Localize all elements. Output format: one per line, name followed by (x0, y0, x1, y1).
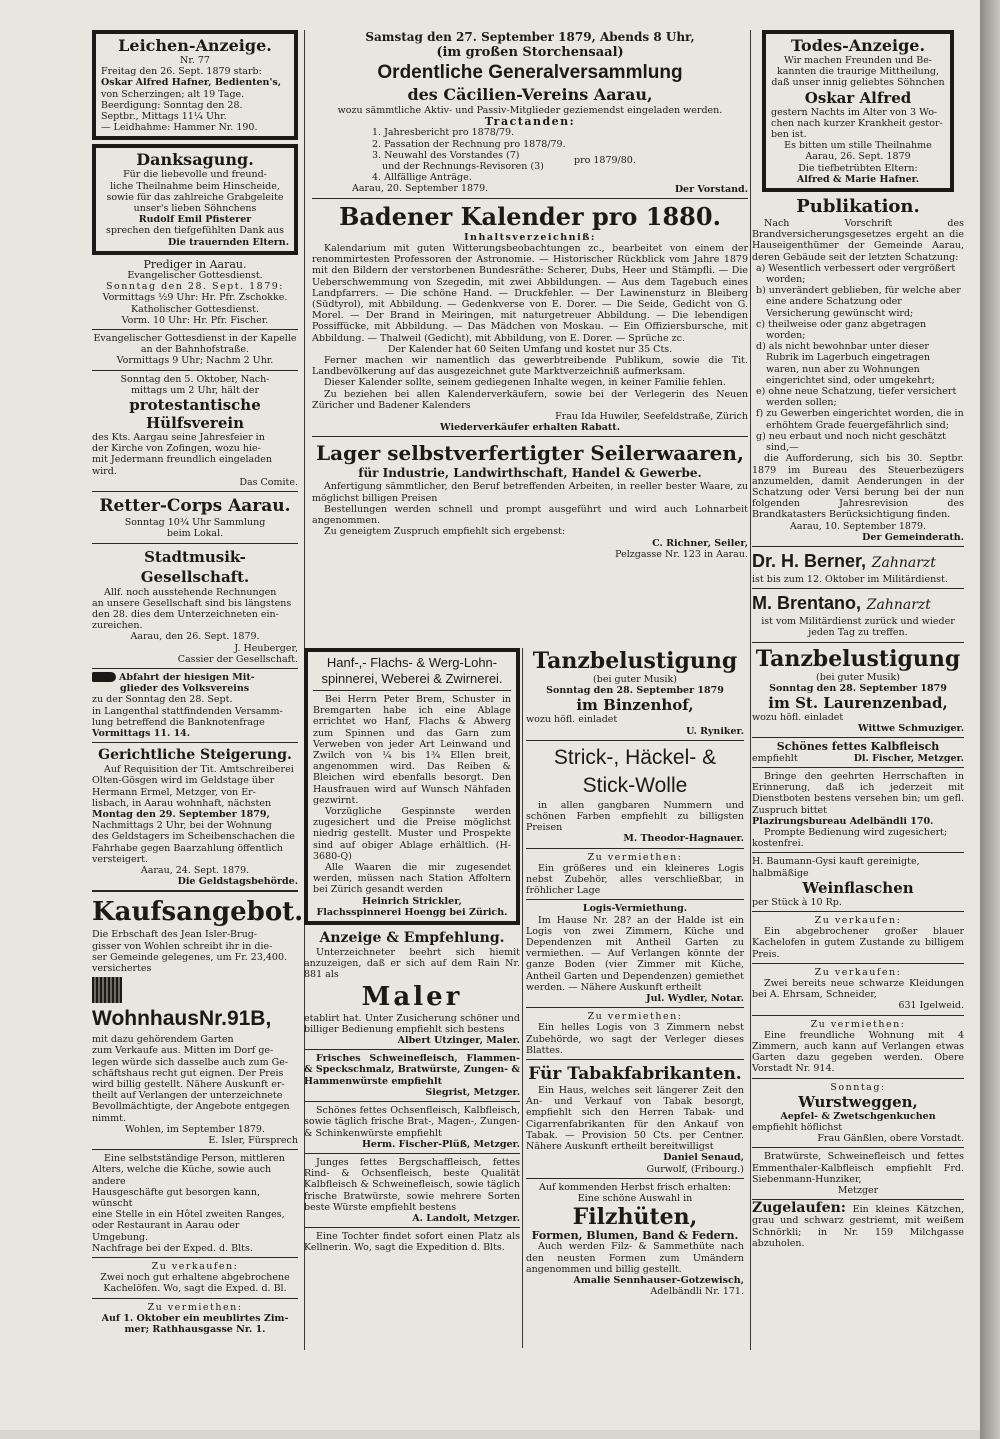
kauf-line: ser Gemeinde gelegenes, um Fr. 23,400. (92, 951, 288, 963)
todes-line: daß unser innig geliebtes Söhnchen (771, 77, 945, 89)
gv-item: 3. Neuwahl des Vorstandes (7) (372, 149, 520, 161)
bratwuerste (752, 1151, 964, 1196)
gv-item: 1. Jahresbericht pro 1878/79. (372, 127, 515, 139)
kauf-signature: E. Isler, Fürsprech (208, 1135, 298, 1147)
seil-title: Lager selbstverfertigter Seilerwaaren, (316, 441, 744, 466)
todes-signature: Alfred & Marie Hafner. (796, 173, 920, 185)
gv-line: des Cäcilien-Vereins Aarau, (407, 85, 653, 104)
gv-date: Aarau, 20. September 1879. (352, 183, 489, 195)
brentano-role: Zahnarzt (866, 597, 931, 614)
todes-anzeige (762, 30, 954, 192)
fleisch-paragraph: Junges fettes Bergschaffleisch, fettes Rind- & Ochsenfleisch, beste Qualität Kalbfleisch & Schweinefleisch, sowie täglich frische Bratwürste, sowie mehrere Sorten beste Würste empfiehlt bestens (304, 1156, 520, 1213)
dank-line: sprechen den tiefgefühlten Dank aus (105, 225, 285, 237)
seil-signature: Pelzgasse Nr. 123 in Aarau. (615, 548, 748, 560)
leichen-nr: Nr. 77 (180, 55, 210, 66)
verm-title: Zu vermiethen: (147, 1301, 243, 1313)
kal-paragraph: Ferner machen wir namentlich das gewerbtreibende Publikum, sowie die Tit. Landbevölkerung auf das ausgezeichnet gute Marktverzeichniß aufmerksam. (312, 355, 748, 378)
prediger-line: an der Bahnhofstraße. (140, 344, 250, 356)
verk-title: Zu verkaufen: (151, 1261, 239, 1273)
kal-subtitle: Inhaltsverzeichniß: (464, 231, 596, 243)
kauf-line: zum Verkaufe aus. Mitten im Dorf ge- (92, 1045, 274, 1057)
berner-name: Dr. H. Berner, (752, 550, 867, 571)
kauf-headline: WohnhausNr.91B, (92, 1007, 272, 1031)
strick-signature: M. Theodor-Hagnauer. (623, 833, 744, 845)
verm1-paragraph: Ein größeres und ein kleineres Logis nebst Zubehör, alles verschließbar, in fröhlicher Lage (526, 862, 744, 897)
abfahrt-line: Vormittags 11. 14. (92, 727, 191, 739)
verk3-title: Zu verkaufen: (814, 914, 902, 926)
hanf-signature: Heinrich Strickler, (362, 895, 462, 907)
house-icon (92, 977, 122, 1003)
todes-title: Todes-Anzeige. (790, 36, 926, 55)
fleisch-paragraph: Frisches Schweinefleisch, Flammen- & Speckschmalz, Bratwürste, Zungen- & Hammenwürste empfiehlt (304, 1053, 520, 1087)
abfahrt-line: lung betreffend die Banknotenfrage (92, 716, 265, 728)
brat-paragraph: Bratwürste, Schweinefleisch und fettes Emmenthaler-Kalbfleisch empfiehlt Frd. Siebenmann-Hunziker, (752, 1151, 964, 1185)
column-middle (312, 30, 748, 560)
wurst-day: Sonntag: (830, 1081, 886, 1093)
zug-paragraph: Ein kleines Kätzchen, grau und schwarz gestriemt, mit weißem Schnörkli; in Nr. 159 Milchgasse abzuholen. (752, 1204, 964, 1249)
gv-line: (im großen Storchensaal) (436, 45, 624, 60)
badener-kalender (312, 202, 748, 434)
verkaufen-kleidungen (752, 967, 964, 1012)
leichen-anzeige (92, 30, 298, 140)
kauf-line: theilt auf Verlangen der unterzeichnete (92, 1090, 283, 1102)
zahnarzt-brentano (752, 592, 964, 638)
todes-line: chen nach kurzer Krankheit gestor- (771, 117, 943, 129)
vermiethen-wohnung (752, 1019, 964, 1075)
publ-item: g) neu erbaut und noch nicht geschätzt sind,— (756, 430, 946, 454)
todes-line: kannten die traurige Mittheilung, (777, 66, 939, 78)
kauf-line: versichertes (92, 962, 152, 974)
stadtmusik-line: den 28. dies dem Unterzeichneten ein- (92, 608, 279, 620)
tanz3-signature: Wittwe Schmuziger. (857, 723, 964, 735)
retter-line: Sonntag 10¾ Uhr Sammlung (124, 517, 266, 529)
kal-paragraph: Dieser Kalender sollte, seinem gediegenen Inhalte wegen, in keiner Familie fehlen. (324, 377, 726, 389)
tanz-title: Tanzbelustigung (532, 648, 738, 674)
fleisch-signature: A. Landolt, Metzger. (412, 1212, 520, 1224)
kalb-line: empfiehlt (752, 752, 798, 764)
kal-title: Badener Kalender pro 1880. (339, 201, 721, 231)
person-line: Alters, welche die Küche, sowie auch andere (92, 1164, 272, 1187)
danksagung (92, 144, 298, 254)
steigerung-line: Fahrhabe gegen Baarzahlung öffentlich (92, 842, 283, 854)
abfahrt-line: glieder des Volksvereins (120, 683, 250, 695)
todes-line: Es bitten um stille Theilnahme (784, 140, 932, 152)
tochter-gesuch (304, 1231, 520, 1253)
todes-line: ben ist. (771, 129, 807, 141)
stadtmusik-title: Stadtmusik-Gesellschaft. (140, 547, 250, 586)
person-line: eine Stelle in ein Hôtel zweiten Ranges, (92, 1209, 285, 1221)
hanf-paragraph: Bei Herrn Peter Brem, Schuster in Bremgarten habe ich eine Ablage errichtet wo Hanf, Flachs & Abwerg zum Spinnen und das Garn zum Verweben von jeder Art Leinwand und Zwilch von ¼ bis 1¾ Ellen breit, angenommen wird. Das Reiben & Bleichen wird ebenfalls besorgt. Den Hausfrauen wird auf Wunsch Nähfaden gezwirnt. (313, 694, 511, 806)
kauf-line: nimmt. (92, 1112, 127, 1124)
maler-title: Anzeige & Empfehlung. (319, 930, 505, 947)
person-line: oder Restaurant in Aarau oder Umgebung. (92, 1220, 240, 1243)
kalb-title: Schönes fettes Kalbfleisch (776, 740, 940, 754)
tanz-signature: U. Ryniker. (686, 725, 744, 737)
leichen-title: Leichen-Anzeige. (118, 36, 272, 55)
stadtmusik-line: zureichen. (92, 620, 143, 632)
verm1-subtitle: Logis-Vermiethung. (582, 903, 688, 915)
todes-line: Wir machen Freunden und Be- (783, 55, 933, 66)
plazirungsbureau (752, 771, 964, 849)
kal-paragraph: Zu beziehen bei allen Kalenderverkäufern, sowie bei der Verlegerin des Neuen Züricher und Badener Kalenders (312, 388, 748, 411)
retter-corps (92, 495, 298, 539)
column-rule-right (750, 30, 751, 1350)
kalbfleisch-fischer (752, 741, 964, 764)
column-middle-left (304, 648, 520, 1254)
publ-signature: Der Gemeinderath. (862, 531, 964, 543)
dank-line: unser's lieben Söhnchens (133, 203, 257, 215)
column-left (92, 30, 304, 1336)
prot-huelfsverein (92, 374, 298, 488)
fleisch-fischer (304, 1105, 520, 1150)
publ-title: Publikation. (796, 196, 920, 218)
verm2-title: Zu vermiethen: (587, 1011, 683, 1023)
wurst-line: Aepfel- & Zwetschgenkuchen (780, 1110, 936, 1122)
filz-title: Filzhüten, (572, 1204, 698, 1231)
fleisch-paragraph: Schönes fettes Ochsenfleisch, Kalbfleisch, sowie täglich frische Brat-, Magen-, Zungen- & Schinkenwürste empfiehlt (304, 1105, 520, 1139)
dank-name: Rudolf Emil Pfisterer (138, 214, 252, 226)
verm1-title: Zu vermiethen: (587, 851, 683, 863)
seil-paragraph: Bestellungen werden schnell und prompt ausgeführt und wird auch Lohnarbeit angenommen. (312, 503, 748, 527)
weinflaschen (752, 856, 964, 908)
verkaufen-kachelofen (752, 915, 964, 960)
prot-line: Sonntag den 5. Oktober, Nach- (120, 373, 270, 385)
filz-paragraph: Auch werden Filz- & Sammethüte nach den neusten Formen zum Umändern angenommen und billig gestellt. (526, 1241, 744, 1275)
tanz-line: wozu höfl. einladet (526, 714, 618, 726)
tanz-laurenzenbad (752, 646, 964, 735)
person-line: Hausgeschäfte gut besorgen kann, wünscht (92, 1186, 260, 1210)
stadtmusik (92, 547, 298, 665)
tabak-signature: Gurwolf, (Fribourg.) (646, 1163, 744, 1175)
stadtmusik-signature: J. Heuberger, (234, 642, 298, 654)
wurstweggen (752, 1082, 964, 1145)
retter-title: Retter-Corps Aarau. (99, 496, 291, 517)
verm-line: Auf 1. Oktober ein meublirtes Zim- (101, 1312, 289, 1324)
bureau-signature: Plazirungsbureau Adelbändli 170. (752, 815, 934, 827)
verk-line: Kachelöfen. Wo, sagt die Exped. d. Bl. (103, 1283, 287, 1295)
seilerwaaren (312, 440, 748, 559)
maler-headline: Maler (361, 981, 463, 1012)
tanz3-line: Sonntag den 28. September 1879 (769, 682, 947, 694)
prediger-line: Sonntag den 28. Sept. 1879: (106, 281, 284, 293)
strick-title: Strick-, Häckel- & (553, 745, 717, 769)
fleisch-signature: Herm. Fischer-Plüß, Metzger. (361, 1138, 520, 1150)
kalb-signature: Dl. Fischer, Metzger. (853, 752, 964, 764)
zahnarzt-berner (752, 550, 964, 585)
hanf-paragraph: Alle Waaren die mir zugesendet werden, müssen nach Station Affoltern bei Zürich gesandt werden (313, 862, 511, 896)
verk-line: Zwei noch gut erhaltene abgebrochene (100, 1272, 290, 1284)
kauf-line: legen würde sich dasselbe auch zum Ge- (92, 1056, 289, 1068)
tanz3-line: im St. Laurenzenbad, (768, 693, 948, 712)
kauf-line: mit dazu gehörendem Garten (92, 1034, 234, 1046)
wurst-signature: Frau Gänßlen, obere Vorstadt. (817, 1133, 964, 1145)
prot-line: der Kirche von Zofingen, wozu hie- (92, 443, 261, 455)
prot-line: mittags um 2 Uhr, hält der (130, 384, 260, 396)
page-edge (980, 0, 1000, 1439)
gv-item: und der Rechnungs-Revisoren (3) (382, 161, 544, 173)
vermiethen-zimmer (92, 1302, 298, 1336)
gv-title: Ordentliche Generalversammlung (377, 62, 683, 83)
verm2-paragraph: Ein helles Logis von 3 Zimmern nebst Zubehörde, wo sagt der Verleger dieses Blattes. (526, 1022, 744, 1056)
verm1-paragraph: Im Hause Nr. 28? an der Halde ist ein Logis von zwei Zimmern, Küche und Dependenzen mit Antheil Garten zu vermiethen. — Auf Verlangen könnte der ganze Boden (vier Zimmer mit Küche, Antheil Garten und Dependenzen) gemiethet werden. — Nähere Auskunft ertheilt (526, 914, 744, 993)
strick-wolle (526, 744, 744, 845)
column-rule-middle (522, 648, 523, 1348)
todes-name: Oskar Alfred (804, 88, 912, 107)
tabak-paragraph: Ein Haus, welches seit längerer Zeit den An- und Verkauf von Tabak besorgt, empfiehlt sich den Herren Tabak- und Cigarrenfabrikanten für den Ankauf von Tabak. — Provision 50 Cts. per Centner. Nähere Auskunft ertheilt bereitwilligst (526, 1085, 744, 1153)
gv-item: 2. Passation der Rechnung pro 1878/79. (372, 138, 566, 150)
steigerung-line: Olten-Gösgen wird im Geldstage über (92, 775, 275, 787)
gv-item: pro 1879/80. (574, 154, 636, 166)
bureau-paragraph: Prompte Bedienung wird zugesichert; kostenfrei. (752, 826, 948, 850)
steigerung-line: Nachmittags 2 Uhr, bei der Wohnung (92, 820, 272, 832)
brat-signature: Metzger (837, 1185, 879, 1197)
steigerung-line: des Geldstagers im Scheibenschachen die (92, 831, 295, 843)
tanz3-title: Tanzbelustigung (755, 645, 961, 672)
hanf-spinnerei (304, 648, 520, 925)
verk4-paragraph: Zwei bereits neue schwarze Kleidungen bei A. Ehrsam, Schneider, (752, 978, 964, 1001)
column-middle-right (526, 648, 744, 1297)
leichen-line: — Leidhahme: Hammer Nr. 190. (101, 122, 258, 134)
prot-signature: Das Comite. (239, 476, 298, 488)
verkaufen-kacheloefen (92, 1261, 298, 1295)
seil-signature: C. Richner, Seiler, (652, 537, 748, 549)
pointing-hand-icon (92, 672, 116, 682)
kauf-line: Die Erbschaft des Jean Isler-Brug- (92, 929, 257, 941)
stadtmusik-line: Aarau, den 26. Sept. 1879. (130, 631, 260, 643)
person-gesuch (92, 1153, 298, 1254)
hanf-title: Hanf-,- Flachs- & Werg-Lohn- (326, 655, 498, 670)
publ-item: d) als nicht bewohnbar unter dieser Rubrik im Lagerbuch eingetragen waren, nun aber zu Wohnungen eingerichtet sind, oder umgekehrt; (756, 341, 935, 386)
kal-signature: Frau Ida Huwiler, Seefeldstraße, Zürich (555, 411, 748, 423)
verk3-paragraph: Ein abgebrochener großer blauer Kachelofen in gutem Zustande zu billigem Preis. (752, 926, 964, 960)
prediger-line: Katholischer Gottesdienst. (130, 303, 259, 315)
hanf-title: spinnerei, Weberei & Zwirnerei. (321, 671, 503, 686)
zugelaufen (752, 1200, 964, 1249)
publikation (752, 196, 964, 543)
wein-title: Weinflaschen (802, 878, 914, 897)
kal-paragraph: Kalendarium mit guten Witterungsbeobachtungen zc., bearbeitet von einem der renommirtesten Professoren der Astronomie. — Historischer Rückblick vom Jahre 1879 mit den Bildern der verstorbenen Bundesräthe: Scherer, Dubs, Heer und Stämpfli. — Die Ueberschwemmung von Szegedin, mit zwei Abbildungen. — Aus dem Tagebuch eines Landpfarrers. — Die schöne Hand. — Druckfehler. — Der Lawinensturz in Bleiberg (Südtyrol), mit Abbildung. — Gedenkverse von E. Dorer. — Die Seide, Gedicht von G. Morel. — Der Brand in Meiringen, mit naturgetreuer Abbildung. — Die lebendigen Possiffücke, mit Abbildung. — Das Mädchen von Moskau. — Ein Offiziersbursche, mit Abbildung. — Thalweil (Gedicht), mit Abbildung, von E. Dorer. — Sprüche zc. (312, 243, 748, 344)
generalversammlung (312, 30, 748, 195)
hanf-signature: Flachsspinnerei Hoengg bei Zürich. (316, 906, 508, 918)
filz-line: Eine schöne Auswahl in (577, 1192, 693, 1204)
publ-item: f) zu Gewerben eingerichtet worden, die in erhöhtem Grade feuergefährlich sind; (756, 408, 964, 431)
kauf-line: Bevollmächtigte, der Angebote entgegen (92, 1101, 290, 1113)
kaufsangebot (92, 895, 304, 1147)
steigerung-signature: Die Geldstagsbehörde. (177, 876, 298, 888)
prediger-line: Vorm. 10 Uhr: Hr. Pfr. Fischer. (121, 314, 269, 326)
leichen-line: Beerdigung: Sonntag den 28. (101, 99, 243, 111)
verm-line: mer; Rathhausgasse Nr. 1. (124, 1324, 266, 1336)
hanf-paragraph: Vorzügliche Gespinnste werden zugesichert und die Preise möglichst niedrig gestellt. Muster und Prospekte sind auf obiger Ablage erhältlich. (H-3680-Q) (313, 806, 511, 862)
prediger-line: Evangelischer Gottesdienst. (127, 270, 263, 282)
verm1-signature: Jul. Wydler, Notar. (646, 993, 744, 1005)
dank-title: Danksagung. (136, 150, 254, 170)
maler-paragraph: etablirt hat. Unter Zusicherung schöner und billiger Bedienung empfiehlt sich bestens (304, 1012, 520, 1035)
fleisch-siegrist (304, 1053, 520, 1098)
fleisch-landolt (304, 1157, 520, 1224)
wein-line: H. Baumann-Gysi kauft gereinigte, halbmäßige (752, 856, 920, 879)
stadtmusik-signature: Cassier der Gesellschaft. (177, 653, 298, 665)
wein-line: per Stück à 10 Rp. (752, 896, 842, 908)
gv-signature: Der Vorstand. (674, 183, 748, 195)
kauf-line: Wohlen, im September 1879. (125, 1123, 265, 1135)
kauf-line: gisser von Wohlen schreibt ihr in die- (92, 940, 273, 952)
stadtmusik-line: an unsere Gesellschaft sind bis längstens (92, 597, 292, 609)
publ-item: e) ohne neue Schatzung, tiefer versichert werden sollen; (756, 386, 957, 409)
filz-signature: Adelbändli Nr. 171. (650, 1286, 744, 1298)
verm3-paragraph: Eine freundliche Wohnung mit 4 Zimmern, auch kann auf Verlangen etwas Garten dazu gegeben werden. Obere Vorstadt Nr. 914. (752, 1029, 964, 1075)
prediger-line: Vormittags 9 Uhr; Nachm 2 Uhr. (116, 355, 274, 367)
prediger-block (92, 259, 298, 367)
steigerung-line: Aarau, 24. Sept. 1879. (140, 864, 250, 876)
seil-paragraph: Anfertigung sämmtlicher, den Beruf betreffenden Arbeiten, in reeller bester Waare, zu möglichst billigen Preisen (312, 481, 748, 504)
steigerung-line: Montag den 29. September 1879, (92, 808, 270, 820)
kauf-line: wird billig gestellt. Nähere Auskunft er- (92, 1079, 285, 1090)
brentano-line: ist vom Militärdienst zurück und wieder jeden Tag zu treffen. (761, 616, 955, 639)
filz-signature: Amalie Sennhauser-Gotzewisch, (573, 1274, 744, 1286)
todes-line: gestern Nachts im Alter von 3 Wo- (771, 106, 938, 118)
kal-paragraph: Der Kalender hat 60 Seiten Umfang und kostet nur 35 Cts. (387, 343, 673, 355)
stadtmusik-line: Allf. noch ausstehende Rechnungen (104, 586, 277, 598)
tanz-line: (bei guter Musik) (593, 674, 677, 685)
filz-line: Auf kommenden Herbst frisch erhalten: (538, 1181, 731, 1193)
publ-paragraph: die Aufforderung, sich bis 30. Septbr. 1879 im Bureau des Steuerbezügers anzumelden, damit Aenderungen in der Schatzung oder Versi berung bei der nun folgenden Jahresrevision des Brandkatasters Berücksichtigung finden. (752, 453, 964, 521)
fleisch-signature: Siegrist, Metzger. (425, 1086, 520, 1098)
kauf-line: schäftshaus recht gut eignen. Der Preis (92, 1067, 284, 1079)
seil-paragraph: Zu geneigtem Zuspruch empfiehlt sich ergebenst: (324, 526, 566, 538)
kauf-title: Kaufsangebot. (92, 897, 304, 928)
berner-line: ist bis zum 12. Oktober im Militärdienst. (752, 573, 948, 585)
prot-title: protestantische Hülfsverein (129, 396, 261, 433)
berner-role: Zahnarzt (871, 554, 936, 571)
tabak-title: Für Tabakfabrikanten. (528, 1064, 742, 1085)
tabakfabrikanten (526, 1063, 744, 1175)
filz-subtitle: Formen, Blumen, Band & Federn. (531, 1229, 739, 1243)
maler-signature: Albert Utzinger, Maler. (397, 1035, 520, 1047)
vermiethen-helles-logis (526, 1011, 744, 1056)
zug-title: Zugelaufen: (752, 1200, 846, 1217)
steigerung-line: Auf Requisition der Tit. Amtschreiberei (104, 764, 294, 776)
todes-line: Die tiefbetrübten Eltern: (798, 162, 918, 174)
tanz-binzenhof (526, 648, 744, 737)
person-line: Eine selbstständige Person, mittleren (104, 1153, 285, 1165)
publ-date: Aarau, 10. September 1879. (789, 520, 927, 532)
prediger-title: Prediger in Aarau. (143, 257, 247, 271)
dank-signature: Die trauernden Eltern. (167, 236, 289, 248)
publ-item: a) Wesentlich verbessert oder vergrößert worden; (756, 262, 956, 286)
publ-item: c) theilweise oder ganz abgetragen worden; (756, 318, 927, 342)
prediger-line: Evangelischer Gottesdienst in der Kapelle (93, 333, 297, 345)
steigerung-title: Gerichtliche Steigerung. (98, 747, 292, 764)
prot-line: mit Jedermann freundlich eingeladen wird. (92, 454, 273, 477)
steigerung (92, 746, 298, 887)
bureau-paragraph: Bringe den geehrten Herrschaften in Erinnerung, daß ich jederzeit mit Dienstboten bestens versehen bin; um gefl. Zuspruch bittet (752, 770, 964, 816)
steigerung-line: lisbach, in Aarau wohnhaft, nächsten (92, 797, 272, 809)
wurst-title: Wurstweggen, (798, 1092, 918, 1111)
tanz-line: im Binzenhof, (576, 696, 694, 715)
vermiethen-logis (526, 852, 744, 1005)
strick-title: Stick-Wolle (582, 773, 688, 797)
abfahrt-line: in Langenthal stattfindenden Versamm- (92, 705, 283, 717)
maler-paragraph: Unterzeichneter beehrt sich hiemit anzuzeigen, daß er sich auf dem Rain Nr. 881 als (304, 947, 520, 981)
seil-subtitle: für Industrie, Landwirthschaft, Handel & Gewerbe. (358, 466, 702, 481)
gv-item: 4. Allfällige Anträge. (372, 172, 472, 184)
gv-tractanden: Tractanden: (484, 115, 576, 129)
column-right (752, 30, 964, 1249)
kal-signature: Wiederverkäufer erhalten Rabatt. (439, 422, 621, 434)
wurst-line: empfiehlt höflichst (752, 1122, 843, 1134)
person-line: Nachfrage bei der Exped. d. Blts. (92, 1242, 253, 1254)
leichen-line: Septbr., Mittags 11¼ Uhr. (101, 111, 227, 123)
tanz3-line: (bei guter Musik) (816, 671, 900, 683)
verk4-signature: 631 Igelweid. (898, 1000, 964, 1012)
verm3-title: Zu vermiethen: (810, 1018, 906, 1030)
abfahrt-line: zu der Sonntag den 28. Sept. (92, 694, 233, 706)
leichen-line: Freitag den 26. Sept. 1879 starb: (101, 66, 262, 78)
abfahrt-volksverein (92, 672, 298, 739)
steigerung-line: versteigert. (92, 853, 148, 865)
tabak-signature: Daniel Senaud, (663, 1152, 744, 1164)
todes-line: Aarau, 26. Sept. 1879 (805, 151, 911, 163)
prot-line: des Kts. Aargau seine Jahresfeier in (92, 432, 265, 444)
publ-paragraph: Nach Vorschrift des Brandversicherungsgesetzes ergeht an die Hauseigenthümer der Gemeinde Aarau, deren Gebäude seit der letzten Schatzung: (752, 218, 964, 263)
leichen-line: Oskar Alfred Hafner, Bedienten's, (101, 77, 282, 89)
dank-line: sowie für das zahlreiche Grabgeleite (106, 191, 284, 203)
steigerung-line: Hermann Ermel, Metzger, von Er- (92, 786, 256, 798)
publ-item: b) unverändert geblieben, für welche aber eine andere Schatzung oder Versicherung gewünscht wird; (756, 285, 961, 319)
retter-line: beim Lokal. (166, 528, 224, 540)
dank-line: Für die liebevolle und freund- (123, 169, 267, 181)
dank-line: liche Theilnahme beim Hinscheide, (110, 180, 280, 192)
leichen-line: von Scherzingen; alt 19 Tage. (101, 88, 245, 100)
strick-paragraph: in allen gangbaren Nummern und schönen Farben empfiehlt zu billigsten Preisen (526, 799, 744, 834)
gv-line: wozu sämmtliche Aktiv- und Passiv-Mitglieder geziemendst eingeladen werden. (337, 105, 723, 116)
brentano-name: M. Brentano, (752, 593, 862, 614)
abfahrt-line: Abfahrt der hiesigen Mit- (119, 671, 255, 683)
prediger-line: Vormittags ½9 Uhr: Hr. Pfr. Zschokke. (102, 292, 288, 304)
tanz-line: Sonntag den 28. September 1879 (546, 685, 724, 697)
verk4-title: Zu verkaufen: (814, 966, 902, 978)
filzhueten (526, 1182, 744, 1298)
maler-anzeige (304, 929, 520, 1046)
gv-line: Samstag den 27. September 1879, Abends 8 Uhr, (365, 30, 695, 44)
tochter-paragraph: Eine Tochter findet sofort einen Platz als Kellnerin. Wo, sagt die Expedition d. Blts. (304, 1231, 520, 1254)
tanz3-line: wozu höfl. einladet (752, 711, 844, 723)
